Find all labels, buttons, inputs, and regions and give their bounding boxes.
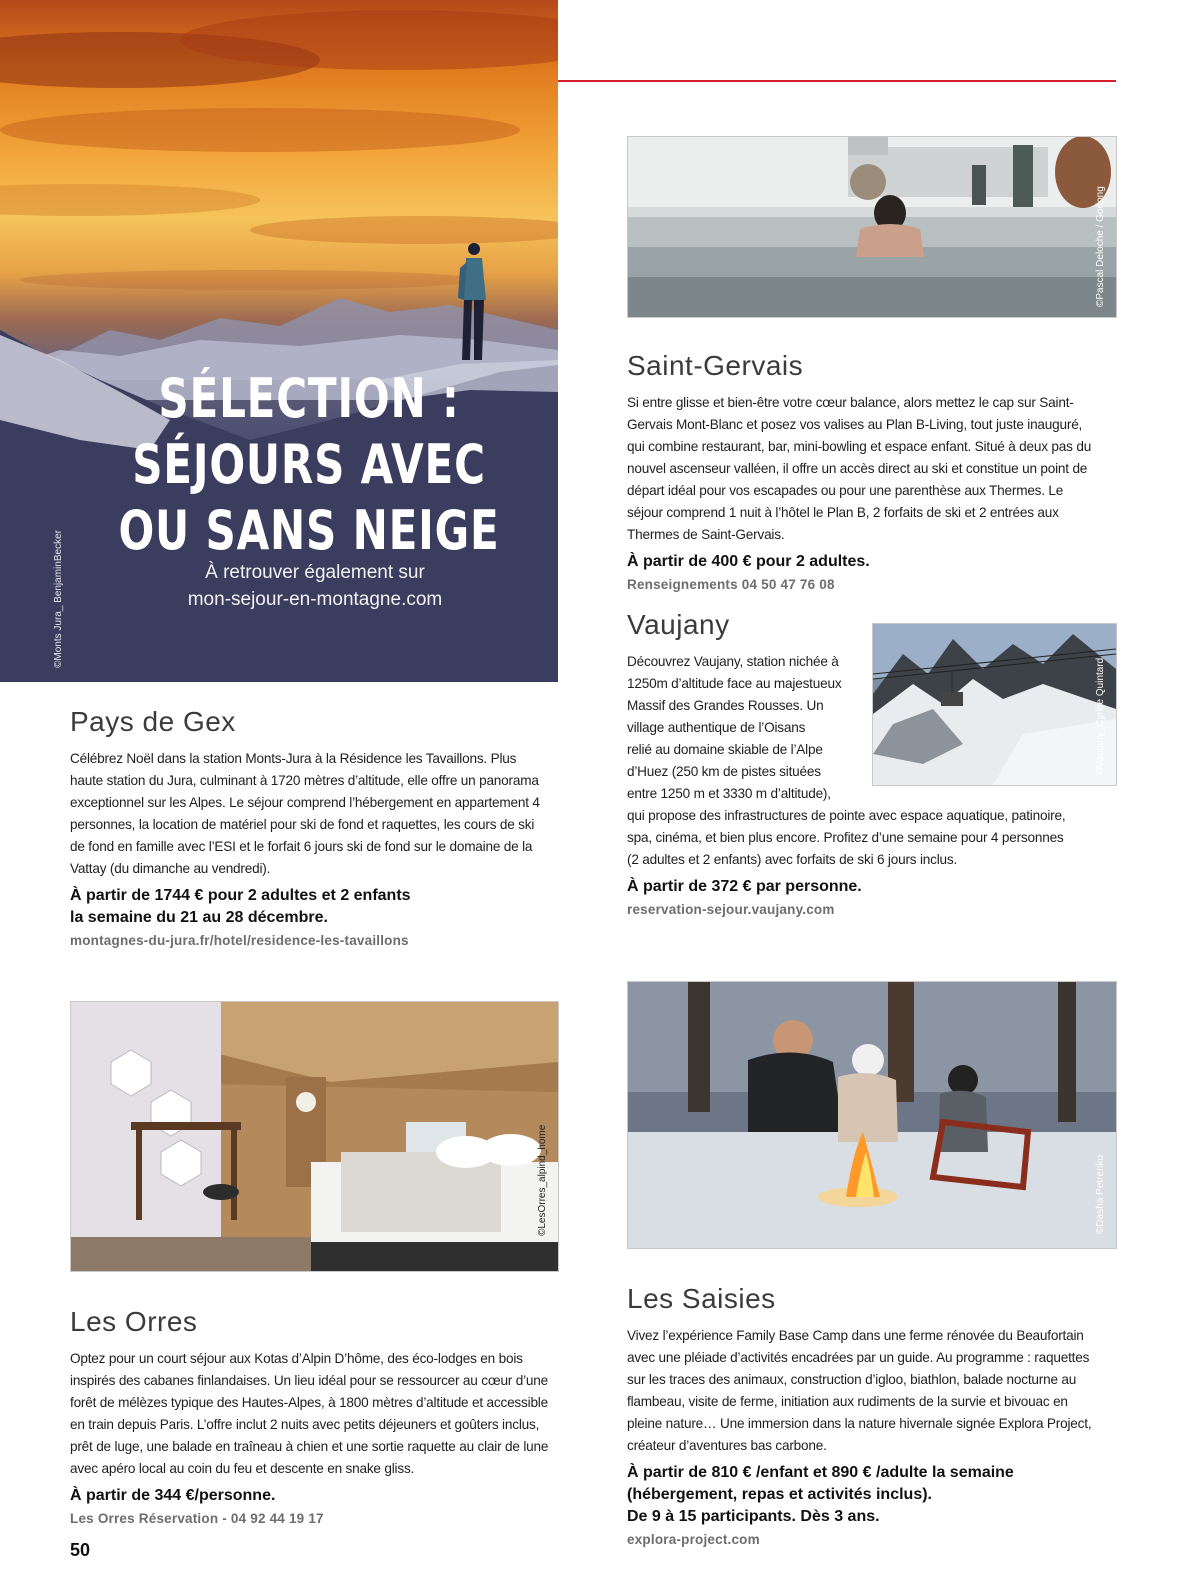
hero-title-line-3: OU SANS NEIGE xyxy=(118,499,500,562)
les-saisies-body: Vivez l’expérience Family Base Camp dans une ferme rénovée du Beaufortain avec une pléiade d’activités encadrées par un guide. Au programme : raquettes sur les traces des animaux, construction d’igloo, biathlon, balade nocturne au flambeau, visite de ferme, initiation aux rudiments de la survie et bivouac en pleine nature… Une immersion dans la nature hivernale signée Explora Project, créateur d’aventures bas carbone. xyxy=(627,1328,1092,1453)
vaujany-photo-credit: ©Vaujany_Cyrille Quintard xyxy=(1095,657,1106,775)
section-divider xyxy=(558,80,1116,82)
vaujany-body-line: village authentique de l’Oisans xyxy=(627,720,806,735)
vaujany-body-line: Découvrez Vaujany, station nichée à xyxy=(627,654,839,669)
les-orres-price: À partir de 344 €/personne. xyxy=(70,1487,276,1504)
les-orres-body: Optez pour un court séjour aux Kotas d’Alpin D’hôme, des éco-lodges en bois inspirés des cabanes finlandaises. Un lieu idéal pour se ressourcer au cœur d’une forêt de mélèzes typique des Hautes-Alpes, à 1800 mètres d’altitude et accessible en train depuis Paris. L’offre inclut 2 nuits avec petits déjeuners et goûters inclus, prêt de luge, une balade en traîneau à chien et une sortie raquette au clair de lune avec apéro local au coin du feu et descente en snake gliss. xyxy=(70,1351,549,1476)
hero-title-line-2: SÉJOURS AVEC xyxy=(132,433,486,496)
les-saisies-title: Les Saisies xyxy=(627,1283,776,1314)
article-les-orres xyxy=(70,1306,550,1526)
saint-gervais-price: À partir de 400 € pour 2 adultes. xyxy=(627,553,870,570)
hero-title xyxy=(63,366,554,564)
family-campfire-illustration xyxy=(628,982,1116,1248)
vaujany-contact[interactable]: reservation-sejour.vaujany.com xyxy=(627,902,835,917)
article-les-saisies xyxy=(627,1283,1102,1547)
les-saisies-photo xyxy=(627,981,1117,1249)
vaujany-body-line: relié au domaine skiable de l’Alpe xyxy=(627,742,823,757)
vaujany-body-line: entre 1250 m et 3330 m d’altitude), xyxy=(627,786,831,801)
hero-photo-credit: ©Monts Jura_ BenjaminBecker xyxy=(53,530,64,668)
saint-gervais-photo xyxy=(627,136,1117,318)
wooden-cabin-bedroom-illustration xyxy=(71,1002,558,1271)
vaujany-body-line: (2 adultes et 2 enfants) avec forfaits de ski 6 jours inclus. xyxy=(627,852,958,867)
hero-title-line-1: SÉLECTION : xyxy=(158,367,460,430)
les-orres-photo xyxy=(70,1001,559,1272)
les-orres-contact[interactable]: Les Orres Réservation - 04 92 44 19 17 xyxy=(70,1511,324,1526)
les-saisies-price-line-2: (hébergement, repas et activités inclus). xyxy=(627,1486,932,1503)
hero-subtitle-line-1: À retrouver également sur xyxy=(205,562,425,583)
vaujany-body-line: d’Huez (250 km de pistes situées xyxy=(627,764,821,779)
hero-subtitle xyxy=(150,559,480,613)
pays-de-gex-contact[interactable]: montagnes-du-jura.fr/hotel/residence-les-tavaillons xyxy=(70,933,409,948)
vaujany-price: À partir de 372 € par personne. xyxy=(627,878,862,895)
pays-de-gex-body: Célébrez Noël dans la station Monts-Jura à la Résidence les Tavaillons. Plus haute station du Jura, culminant à 1720 mètres d’altitude, elle offre un panorama exceptionnel sur les Alpes. Le séjour comprend l’hébergement en appartement 4 personnes, la location de matériel pour ski de fond et raquettes, les cours de ski de fond en famille avec l’ESI et le forfait 6 jours ski de fond sur le domaine de la Vattay (du dimanche au vendredi). xyxy=(70,751,540,876)
saint-gervais-title: Saint-Gervais xyxy=(627,350,804,381)
les-orres-photo-credit: ©LesOrres_alpind_home xyxy=(537,1124,548,1236)
saint-gervais-photo-credit: ©Pascal Deloche / Godong xyxy=(1095,186,1106,307)
hero-subtitle-link[interactable]: mon-sejour-en-montagne.com xyxy=(187,589,443,610)
vaujany-title: Vaujany xyxy=(627,609,730,640)
page-number: 50 xyxy=(70,1540,91,1560)
vaujany-body-line: 1250m d’altitude face au majestueux xyxy=(627,676,842,691)
les-saisies-price-line-3: De 9 à 15 participants. Dès 3 ans. xyxy=(627,1508,880,1525)
vaujany-body-line: spa, cinéma, et bien plus encore. Profitez d’une semaine pour 4 personnes xyxy=(627,830,1064,845)
thermal-pool-illustration xyxy=(628,137,1116,317)
pays-de-gex-price-line-2: la semaine du 21 au 28 décembre. xyxy=(70,909,328,926)
les-saisies-photo-credit: ©Dasha Petrenko xyxy=(1095,1154,1106,1234)
les-orres-title: Les Orres xyxy=(70,1306,198,1337)
vaujany-body-line: Massif des Grandes Rousses. Un xyxy=(627,698,824,713)
les-saisies-contact[interactable]: explora-project.com xyxy=(627,1532,760,1547)
vaujany-body xyxy=(627,651,1066,871)
pays-de-gex-price-line-1: À partir de 1744 € pour 2 adultes et 2 enfants xyxy=(70,887,411,904)
hero-image xyxy=(0,0,558,682)
article-pays-de-gex xyxy=(70,706,550,948)
vaujany-body-line: qui propose des infrastructures de pointe avec espace aquatique, patinoire, xyxy=(627,808,1066,823)
article-vaujany xyxy=(627,609,1066,917)
saint-gervais-contact[interactable]: Renseignements 04 50 47 76 08 xyxy=(627,577,835,592)
les-saisies-price-line-1: À partir de 810 € /enfant et 890 € /adulte la semaine xyxy=(627,1464,1014,1481)
pays-de-gex-title: Pays de Gex xyxy=(70,706,236,737)
saint-gervais-body: Si entre glisse et bien-être votre cœur balance, alors mettez le cap sur Saint-Gervais Mont-Blanc et posez vos valises au Plan B-Living, tout juste inauguré, qui combine restaurant, bar, mini-bowling et espace enfant. Situé à deux pas du nouvel ascenseur valléen, il offre un accès direct au ski et constitue un point de départ idéal pour vos escapades ou pour une parenthèse aux Thermes. Le séjour comprend 1 nuit à l’hôtel le Plan B, 2 forfaits de ski et 2 entrées aux Thermes de Saint-Gervais. xyxy=(627,395,1092,542)
article-saint-gervais xyxy=(627,350,1097,592)
